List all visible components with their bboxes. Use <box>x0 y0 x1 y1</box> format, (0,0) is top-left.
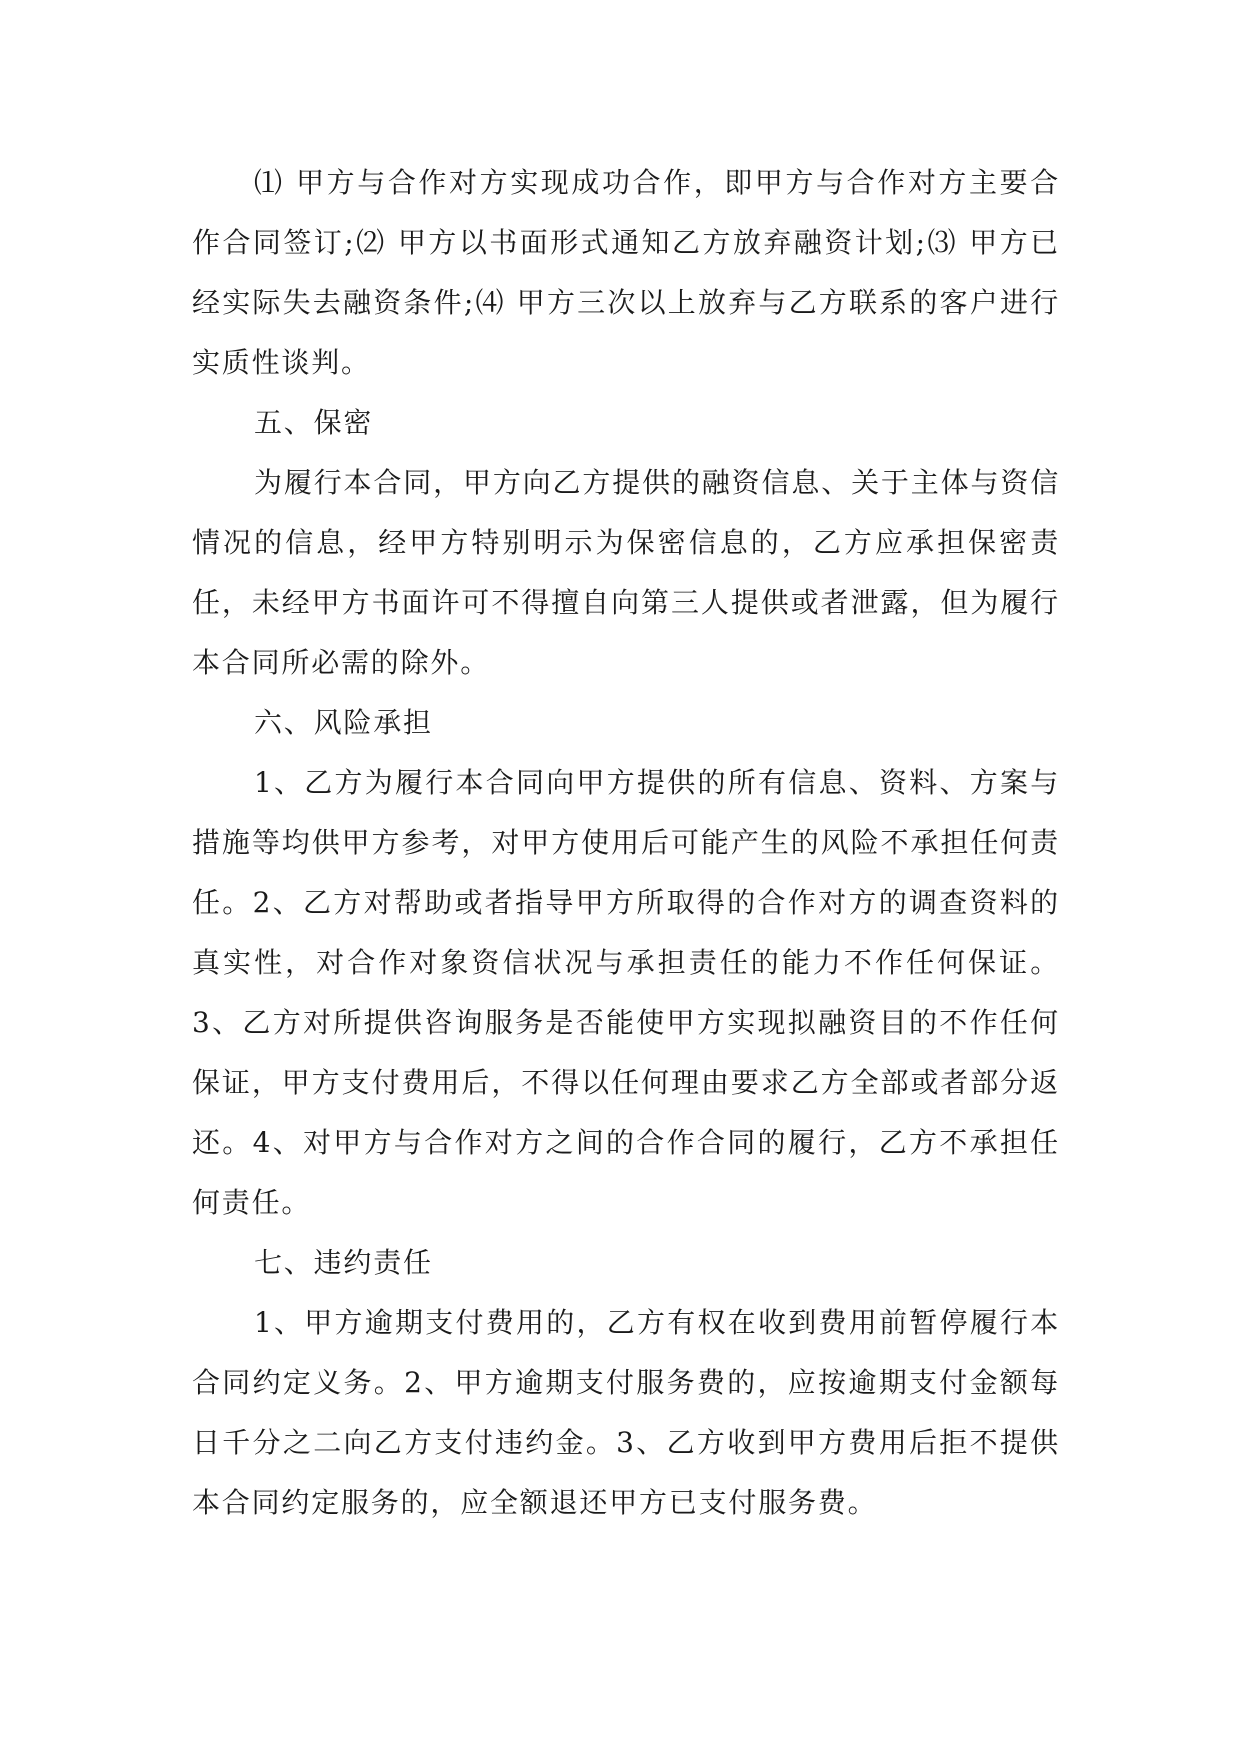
paragraph-termination-conditions: ⑴ 甲方与合作对方实现成功合作，即甲方与合作对方主要合作合同签订;⑵ 甲方以书面形式通知乙方放弃融资计划;⑶ 甲方已经实际失去融资条件;⑷ 甲方三次以上放弃与乙方联系的客户进行实质性谈判。 <box>192 166 1060 379</box>
section-heading-liability: 七、违约责任 <box>254 1246 433 1279</box>
section-heading-confidentiality: 五、保密 <box>254 406 374 439</box>
section-heading-risk: 六、风险承担 <box>254 706 433 739</box>
paragraph-risk: 1、乙方为履行本合同向甲方提供的所有信息、资料、方案与措施等均供甲方参考，对甲方使用后可能产生的风险不承担任何责任。2、乙方对帮助或者指导甲方所取得的合作对方的调查资料的真实性，对合作对象资信状况与承担责任的能力不作任何保证。3、乙方对所提供咨询服务是否能使甲方实现拟融资目的不作任何保证，甲方支付费用后，不得以任何理由要求乙方全部或者部分返还。4、对甲方与合作对方之间的合作合同的履行，乙方不承担任何责任。 <box>192 766 1060 1219</box>
paragraph-confidentiality: 为履行本合同，甲方向乙方提供的融资信息、关于主体与资信情况的信息，经甲方特别明示为保密信息的，乙方应承担保密责任，未经甲方书面许可不得擅自向第三人提供或者泄露，但为履行本合同所必需的除外。 <box>192 466 1060 679</box>
document-body <box>192 153 1060 1533</box>
paragraph-liability: 1、甲方逾期支付费用的，乙方有权在收到费用前暂停履行本合同约定义务。2、甲方逾期支付服务费的，应按逾期支付金额每日千分之二向乙方支付违约金。3、乙方收到甲方费用后拒不提供本合同约定服务的，应全额退还甲方已支付服务费。 <box>192 1306 1060 1519</box>
